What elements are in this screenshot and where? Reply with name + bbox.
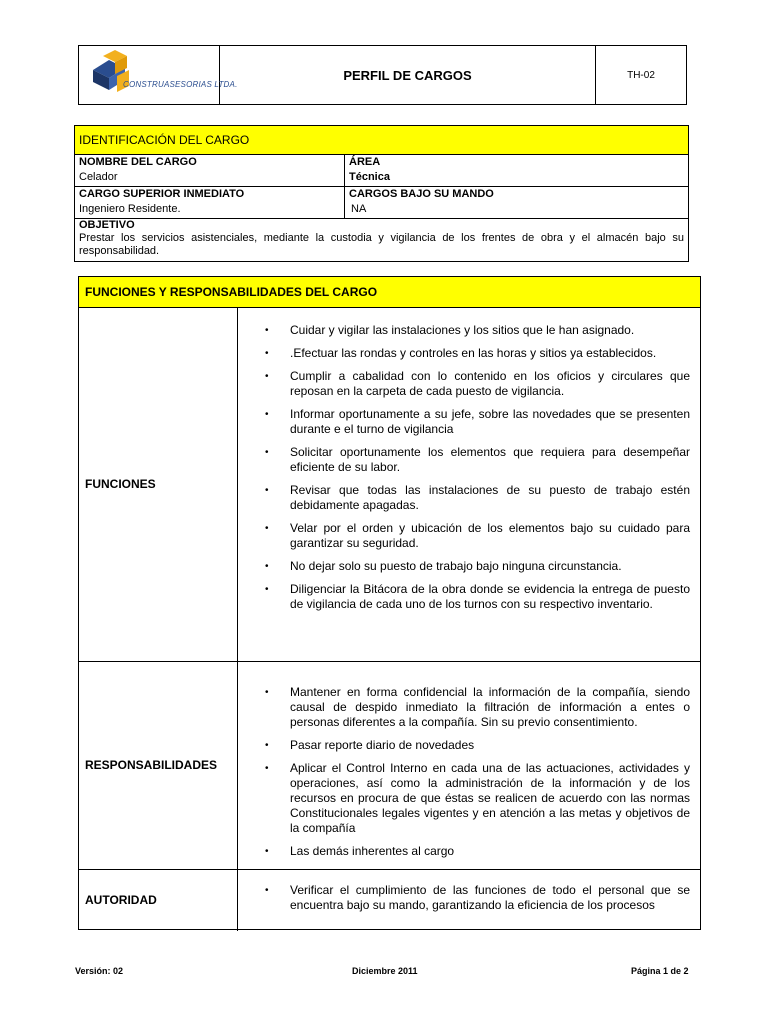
subordinates-label: CARGOS BAJO SU MANDO: [349, 188, 494, 200]
area-label: ÁREA: [349, 156, 381, 168]
list-item: • Cumplir a cabalidad con lo contenido en los oficios y circulares que reposan en la carpeta de cada puesto de vigilancia.: [290, 369, 690, 399]
superior-value: Ingeniero Residente.: [79, 203, 181, 215]
functions-table: [78, 276, 701, 930]
superior-label: CARGO SUPERIOR INMEDIATO: [79, 188, 245, 200]
job-name-label: NOMBRE DEL CARGO: [79, 156, 197, 168]
authority-label: AUTORIDAD: [79, 869, 238, 931]
functions-list: [238, 307, 700, 620]
list-item: • Velar por el orden y ubicación de los elementos bajo su cuidado para garantizar su seguridad.: [290, 521, 690, 551]
document-code: TH-02: [627, 69, 655, 81]
responsibilities-section: [79, 661, 700, 870]
authority-list: [238, 869, 700, 921]
logo-icon: [79, 46, 219, 104]
id-row-name-area: [75, 154, 688, 187]
list-item: • Revisar que todas las instalaciones de su puesto de trabajo estén debidamente apagadas.: [290, 483, 690, 513]
document-header: [78, 45, 687, 105]
logo-text: CONSTRUASESORIAS LTDA.: [123, 80, 238, 89]
list-item: • Mantener en forma confidencial la información de la compañía, siendo causal de despido inmediato la filtración de información a entes o personas diferentes a la compañía. Sin su previo consentimiento.: [290, 685, 690, 730]
objective-label: OBJETIVO: [79, 219, 135, 231]
list-item: • Solicitar oportunamente los elementos que requiera para desempeñar eficiente de su labor.: [290, 445, 690, 475]
job-name-value: Celador: [79, 171, 118, 183]
list-item: • Las demás inherentes al cargo: [290, 844, 690, 859]
list-item: • Aplicar el Control Interno en cada una de las actuaciones, actividades y operaciones, así como la administración de la información y de los recursos en procura de que éstas se realicen de acuerdo con las normas Constitucionales legales vigentes y en atención a las metas y objetivos de la compañía: [290, 761, 690, 836]
identification-heading: IDENTIFICACIÓN DEL CARGO: [75, 126, 688, 155]
subordinates-value: NA: [351, 203, 367, 215]
company-logo: [79, 46, 238, 104]
list-item: • Pasar reporte diario de novedades: [290, 738, 690, 753]
footer-date: Diciembre 2011: [352, 966, 418, 976]
id-row-superior: [75, 186, 688, 219]
area-value: Técnica: [349, 171, 390, 183]
list-item: • No dejar solo su puesto de trabajo bajo ninguna circunstancia.: [290, 559, 690, 574]
page-title: PERFIL DE CARGOS: [220, 46, 596, 104]
responsibilities-list: [238, 661, 700, 867]
identification-table: [74, 125, 689, 262]
list-item: • Cuidar y vigilar las instalaciones y los sitios que le han asignado.: [290, 323, 690, 338]
list-item: • Informar oportunamente a su jefe, sobre las novedades que se presenten durante e el turno de vigilancia: [290, 407, 690, 437]
responsibilities-label: RESPONSABILIDADES: [79, 661, 238, 869]
objective-value: Prestar los servicios asistenciales, mediante la custodia y vigilancia de los frentes de obra y el almacén bajo su responsabilidad.: [79, 232, 684, 257]
footer-page: Página 1 de 2: [631, 966, 689, 976]
footer-version: Versión: 02: [75, 966, 124, 976]
list-item: • .Efectuar las rondas y controles en las horas y sitios ya establecidos.: [290, 346, 690, 361]
authority-section: [79, 869, 700, 931]
list-item: • Verificar el cumplimiento de las funciones de todo el personal que se encuentra bajo su mando, garantizando la eficiencia de los procesos: [290, 883, 690, 913]
functions-label: FUNCIONES: [79, 307, 238, 661]
id-row-objective: [75, 218, 688, 262]
list-item: • Diligenciar la Bitácora de la obra donde se evidencia la entrega de puesto de vigilancia de cada uno de los turnos con su respectivo inventario.: [290, 582, 690, 612]
functions-heading: FUNCIONES Y RESPONSABILIDADES DEL CARGO: [79, 277, 700, 308]
functions-section: [79, 307, 700, 662]
